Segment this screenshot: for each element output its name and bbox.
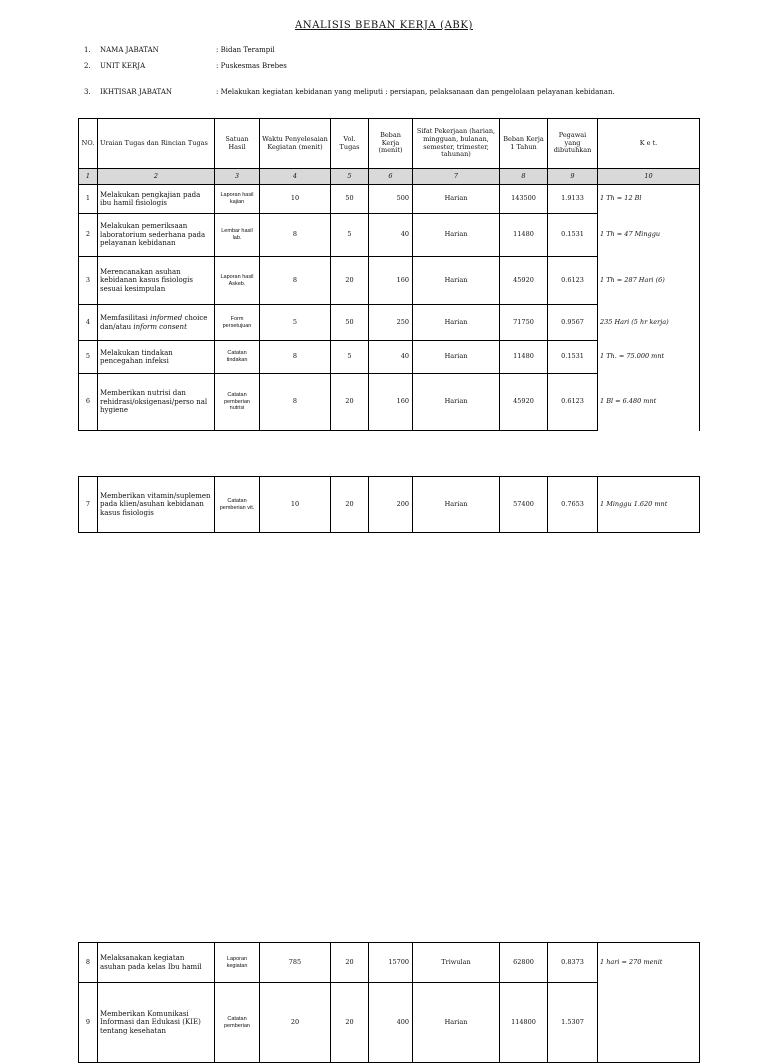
header-no: NO. xyxy=(79,119,98,169)
yearly-load: 57400 xyxy=(500,477,548,533)
task-description: Merencanakan asuhan kebidanan kasus fisiologis sesuai kesimpulan xyxy=(98,257,215,305)
row-number: 6 xyxy=(79,374,98,431)
work-nature: Harian xyxy=(413,214,500,257)
notes: 1 Th = 287 Hari (6) xyxy=(598,257,700,305)
index-cell: 6 xyxy=(369,169,413,185)
table-row xyxy=(79,214,700,257)
completion-time: 785 xyxy=(260,943,331,983)
task-volume: 50 xyxy=(331,305,369,341)
yearly-load: 114800 xyxy=(500,983,548,1063)
completion-time: 10 xyxy=(260,185,331,214)
work-nature: Harian xyxy=(413,341,500,374)
notes: 1 Th = 47 Minggu xyxy=(598,214,700,257)
task-description: Memfasilitasi informed choice dan/atau inform consent xyxy=(98,305,215,341)
table-row xyxy=(79,477,700,533)
notes: 1 Th = 12 Bl xyxy=(598,185,700,214)
work-nature: Triwulan xyxy=(413,943,500,983)
header-time: Waktu Penyelesaian Kegiatan (menit) xyxy=(260,119,331,169)
header-notes: K e t. xyxy=(598,119,700,169)
index-cell: 8 xyxy=(500,169,548,185)
work-load: 160 xyxy=(369,374,413,431)
task-volume: 20 xyxy=(331,983,369,1063)
work-load: 160 xyxy=(369,257,413,305)
work-nature: Harian xyxy=(413,257,500,305)
notes: 235 Hari (5 hr kerja) xyxy=(598,305,700,341)
row-number: 9 xyxy=(79,983,98,1063)
task-volume: 20 xyxy=(331,257,369,305)
result-unit: Laporan kegiatan xyxy=(215,943,260,983)
row-number: 4 xyxy=(79,305,98,341)
header-load: Beban Kerja (menit) xyxy=(369,119,413,169)
index-cell: 9 xyxy=(548,169,598,185)
yearly-load: 62800 xyxy=(500,943,548,983)
row-number: 1 xyxy=(79,185,98,214)
notes xyxy=(598,983,700,1063)
yearly-load: 11480 xyxy=(500,214,548,257)
completion-time: 10 xyxy=(260,477,331,533)
table-header-row xyxy=(79,119,700,169)
result-unit: Catatan pemberian xyxy=(215,983,260,1063)
staff-needed: 1.5307 xyxy=(548,983,598,1063)
staff-needed: 0.7653 xyxy=(548,477,598,533)
table-row xyxy=(79,374,700,431)
completion-time: 8 xyxy=(260,374,331,431)
work-nature: Harian xyxy=(413,185,500,214)
index-cell: 1 xyxy=(79,169,98,185)
task-description: Melakukan pengkajian pada ibu hamil fisiologis xyxy=(98,185,215,214)
header-task: Uraian Tugas dan Rincian Tugas xyxy=(98,119,215,169)
header-unit: Satuan Hasil xyxy=(215,119,260,169)
notes: 1 hari = 270 menit xyxy=(598,943,700,983)
completion-time: 5 xyxy=(260,305,331,341)
workload-table-page2 xyxy=(78,942,700,1063)
column-index-row xyxy=(79,169,700,185)
row-number: 3 xyxy=(79,257,98,305)
staff-needed: 1.9133 xyxy=(548,185,598,214)
result-unit: Catatan pemberian nutrisi xyxy=(215,374,260,431)
completion-time: 8 xyxy=(260,341,331,374)
yearly-load: 11480 xyxy=(500,341,548,374)
result-unit: Lembar hasil lab. xyxy=(215,214,260,257)
notes: 1 Th. = 75.000 mnt xyxy=(598,341,700,374)
completion-time: 8 xyxy=(260,257,331,305)
work-load: 40 xyxy=(369,214,413,257)
work-nature: Harian xyxy=(413,374,500,431)
table-row xyxy=(79,257,700,305)
task-volume: 20 xyxy=(331,943,369,983)
index-cell: 7 xyxy=(413,169,500,185)
work-load: 200 xyxy=(369,477,413,533)
index-cell: 10 xyxy=(598,169,700,185)
task-description: Melakukan pemeriksaan laboratorium sederhana pada pelayanan kebidanan xyxy=(98,214,215,257)
work-load: 15700 xyxy=(369,943,413,983)
row-number: 7 xyxy=(79,477,98,533)
table-row xyxy=(79,943,700,983)
staff-needed: 0.1531 xyxy=(548,341,598,374)
task-description: Memberikan vitamin/suplemen pada klien/asuhan kebidanan kasus fisiologis xyxy=(98,477,215,533)
index-cell: 3 xyxy=(215,169,260,185)
work-load: 500 xyxy=(369,185,413,214)
task-description: Melakukan tindakan pencegahan infeksi xyxy=(98,341,215,374)
table-row xyxy=(79,341,700,374)
header-nature: Sifat Pekerjaan (harian, mingguan, bulanan, semester, trimester, tahunan) xyxy=(413,119,500,169)
index-cell: 5 xyxy=(331,169,369,185)
completion-time: 20 xyxy=(260,983,331,1063)
header-volume: Vol. Tugas xyxy=(331,119,369,169)
task-volume: 50 xyxy=(331,185,369,214)
task-description: Melaksanakan kegiatan asuhan pada kelas Ibu hamil xyxy=(98,943,215,983)
notes: 1 Minggu 1.620 mnt xyxy=(598,477,700,533)
row-number: 8 xyxy=(79,943,98,983)
workload-table-continued xyxy=(78,476,700,533)
work-nature: Harian xyxy=(413,305,500,341)
result-unit: Laporan hasil kajian xyxy=(215,185,260,214)
task-description: Memberikan Komunikasi Informasi dan Edukasi (KIE) tentang kesehatan xyxy=(98,983,215,1063)
result-unit: Laporan hasil Askeb. xyxy=(215,257,260,305)
work-load: 250 xyxy=(369,305,413,341)
completion-time: 8 xyxy=(260,214,331,257)
result-unit: Catatan pemberian vit. xyxy=(215,477,260,533)
yearly-load: 71750 xyxy=(500,305,548,341)
staff-needed: 0.8373 xyxy=(548,943,598,983)
result-unit: Form persetujuan xyxy=(215,305,260,341)
row-number: 5 xyxy=(79,341,98,374)
work-nature: Harian xyxy=(413,983,500,1063)
task-volume: 20 xyxy=(331,374,369,431)
staff-needed: 0.9567 xyxy=(548,305,598,341)
task-volume: 5 xyxy=(331,214,369,257)
notes: 1 Bl = 6.480 mnt xyxy=(598,374,700,431)
index-cell: 2 xyxy=(98,169,215,185)
table-row xyxy=(79,983,700,1063)
index-cell: 4 xyxy=(260,169,331,185)
yearly-load: 45920 xyxy=(500,257,548,305)
work-nature: Harian xyxy=(413,477,500,533)
document-title: ANALISIS BEBAN KERJA (ABK) xyxy=(295,20,473,31)
staff-needed: 0.1531 xyxy=(548,214,598,257)
header-staff-needed: Pegawai yang dibutuhkan xyxy=(548,119,598,169)
result-unit: Catatan tindakan xyxy=(215,341,260,374)
table-row xyxy=(79,305,700,341)
task-volume: 20 xyxy=(331,477,369,533)
header-yearly-load: Beban Kerja 1 Tahun xyxy=(500,119,548,169)
work-load: 40 xyxy=(369,341,413,374)
workload-table xyxy=(78,118,700,431)
staff-needed: 0.6123 xyxy=(548,257,598,305)
staff-needed: 0.6123 xyxy=(548,374,598,431)
task-description: Memberikan nutrisi dan rehidrasi/oksigenasi/perso nal hygiene xyxy=(98,374,215,431)
yearly-load: 143500 xyxy=(500,185,548,214)
table-row xyxy=(79,185,700,214)
row-number: 2 xyxy=(79,214,98,257)
task-volume: 5 xyxy=(331,341,369,374)
yearly-load: 45920 xyxy=(500,374,548,431)
work-load: 400 xyxy=(369,983,413,1063)
